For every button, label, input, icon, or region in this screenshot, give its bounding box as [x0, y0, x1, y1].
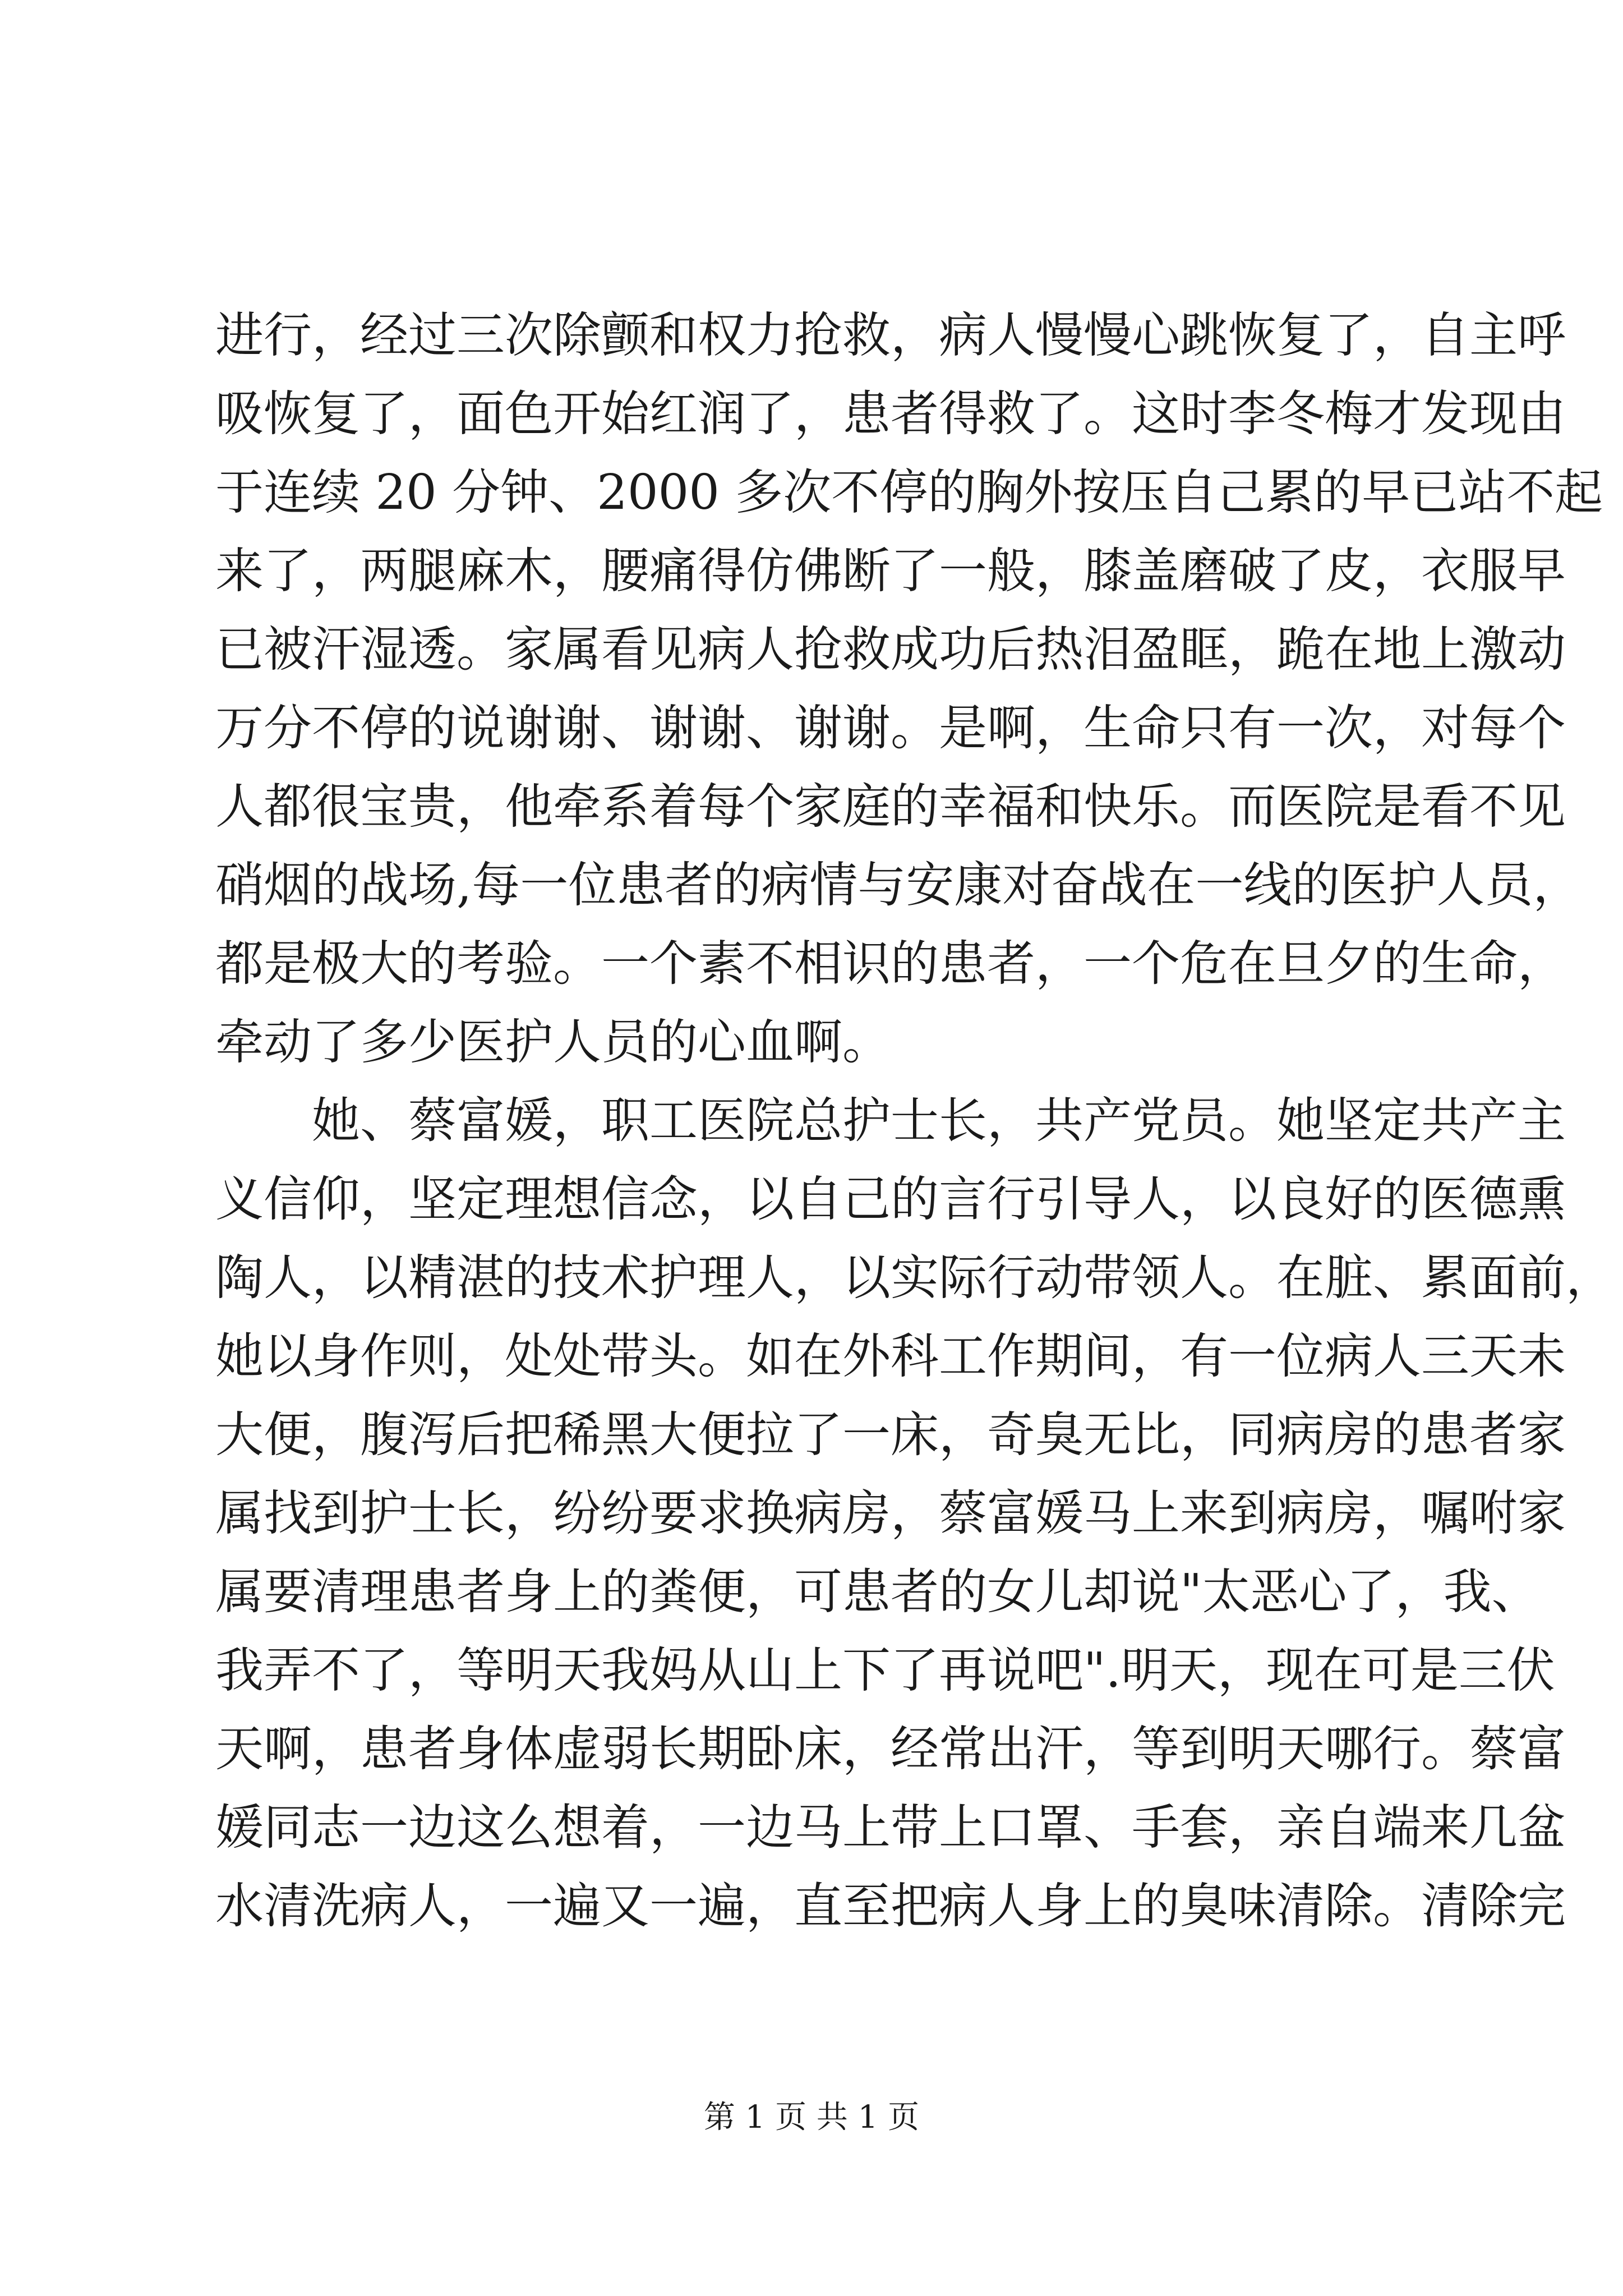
text-line: 牵动了多少医护人员的心血啊。 — [215, 1014, 891, 1070]
text-line: 水清洗病人，一遍又一遍，直至把病人身上的臭味清除。清除完 — [215, 1878, 1566, 1934]
text-line: 硝烟的战场,每一位患者的病情与安康对奋战在一线的医护人员， — [215, 857, 1581, 913]
text-line: 我弄不了，等明天我妈从山上下了再说吧".明天，现在可是三伏 — [215, 1642, 1555, 1699]
text-line: 进行，经过三次除颤和权力抢救，病人慢慢心跳恢复了，自主呼 — [215, 307, 1566, 364]
text-line: 义信仰，坚定理想信念，以自己的言行引导人，以良好的医德熏 — [215, 1171, 1566, 1227]
text-line: 都是极大的考验。一个素不相识的患者，一个危在旦夕的生命， — [215, 936, 1566, 992]
page-footer — [0, 2095, 1623, 2140]
text-line: 已被汗湿透。家属看见病人抢救成功后热泪盈眶，跪在地上激动 — [215, 622, 1566, 678]
text-line: 天啊，患者身体虚弱长期卧床，经常出汗，等到明天哪行。蔡富 — [215, 1721, 1566, 1777]
text-line: 她、蔡富媛，职工医院总护士长，共产党员。她坚定共产主 — [215, 1093, 1566, 1149]
text-line: 于连续 20 分钟、2000 多次不停的胸外按压自己累的早已站不起 — [215, 464, 1603, 521]
text-line: 她以身作则，处处带头。如在外科工作期间，有一位病人三天未 — [215, 1328, 1566, 1384]
text-line: 人都很宝贵，他牵系着每个家庭的幸福和快乐。而医院是看不见 — [215, 779, 1566, 835]
text-line: 大便，腹泻后把稀黑大便拉了一床，奇臭无比，同病房的患者家 — [215, 1407, 1566, 1463]
text-line: 来了，两腿麻木，腰痛得仿佛断了一般，膝盖磨破了皮，衣服早 — [215, 543, 1566, 599]
text-line: 吸恢复了，面色开始红润了，患者得救了。这时李冬梅才发现由 — [215, 386, 1566, 442]
text-line: 陶人，以精湛的技术护理人，以实际行动带领人。在脏、累面前， — [215, 1250, 1614, 1306]
text-line: 属找到护士长，纷纷要求换病房，蔡富媛马上来到病房，嘱咐家 — [215, 1485, 1566, 1542]
page-number-label: 第 1 页 共 1 页 — [703, 2099, 920, 2136]
text-line: 属要清理患者身上的粪便，可患者的女儿却说"太恶心了，我、 — [215, 1564, 1540, 1620]
text-line: 万分不停的说谢谢、谢谢、谢谢。是啊，生命只有一次，对每个 — [215, 700, 1566, 756]
text-line: 媛同志一边这么想着，一边马上带上口罩、手套，亲自端来几盆 — [215, 1800, 1566, 1856]
